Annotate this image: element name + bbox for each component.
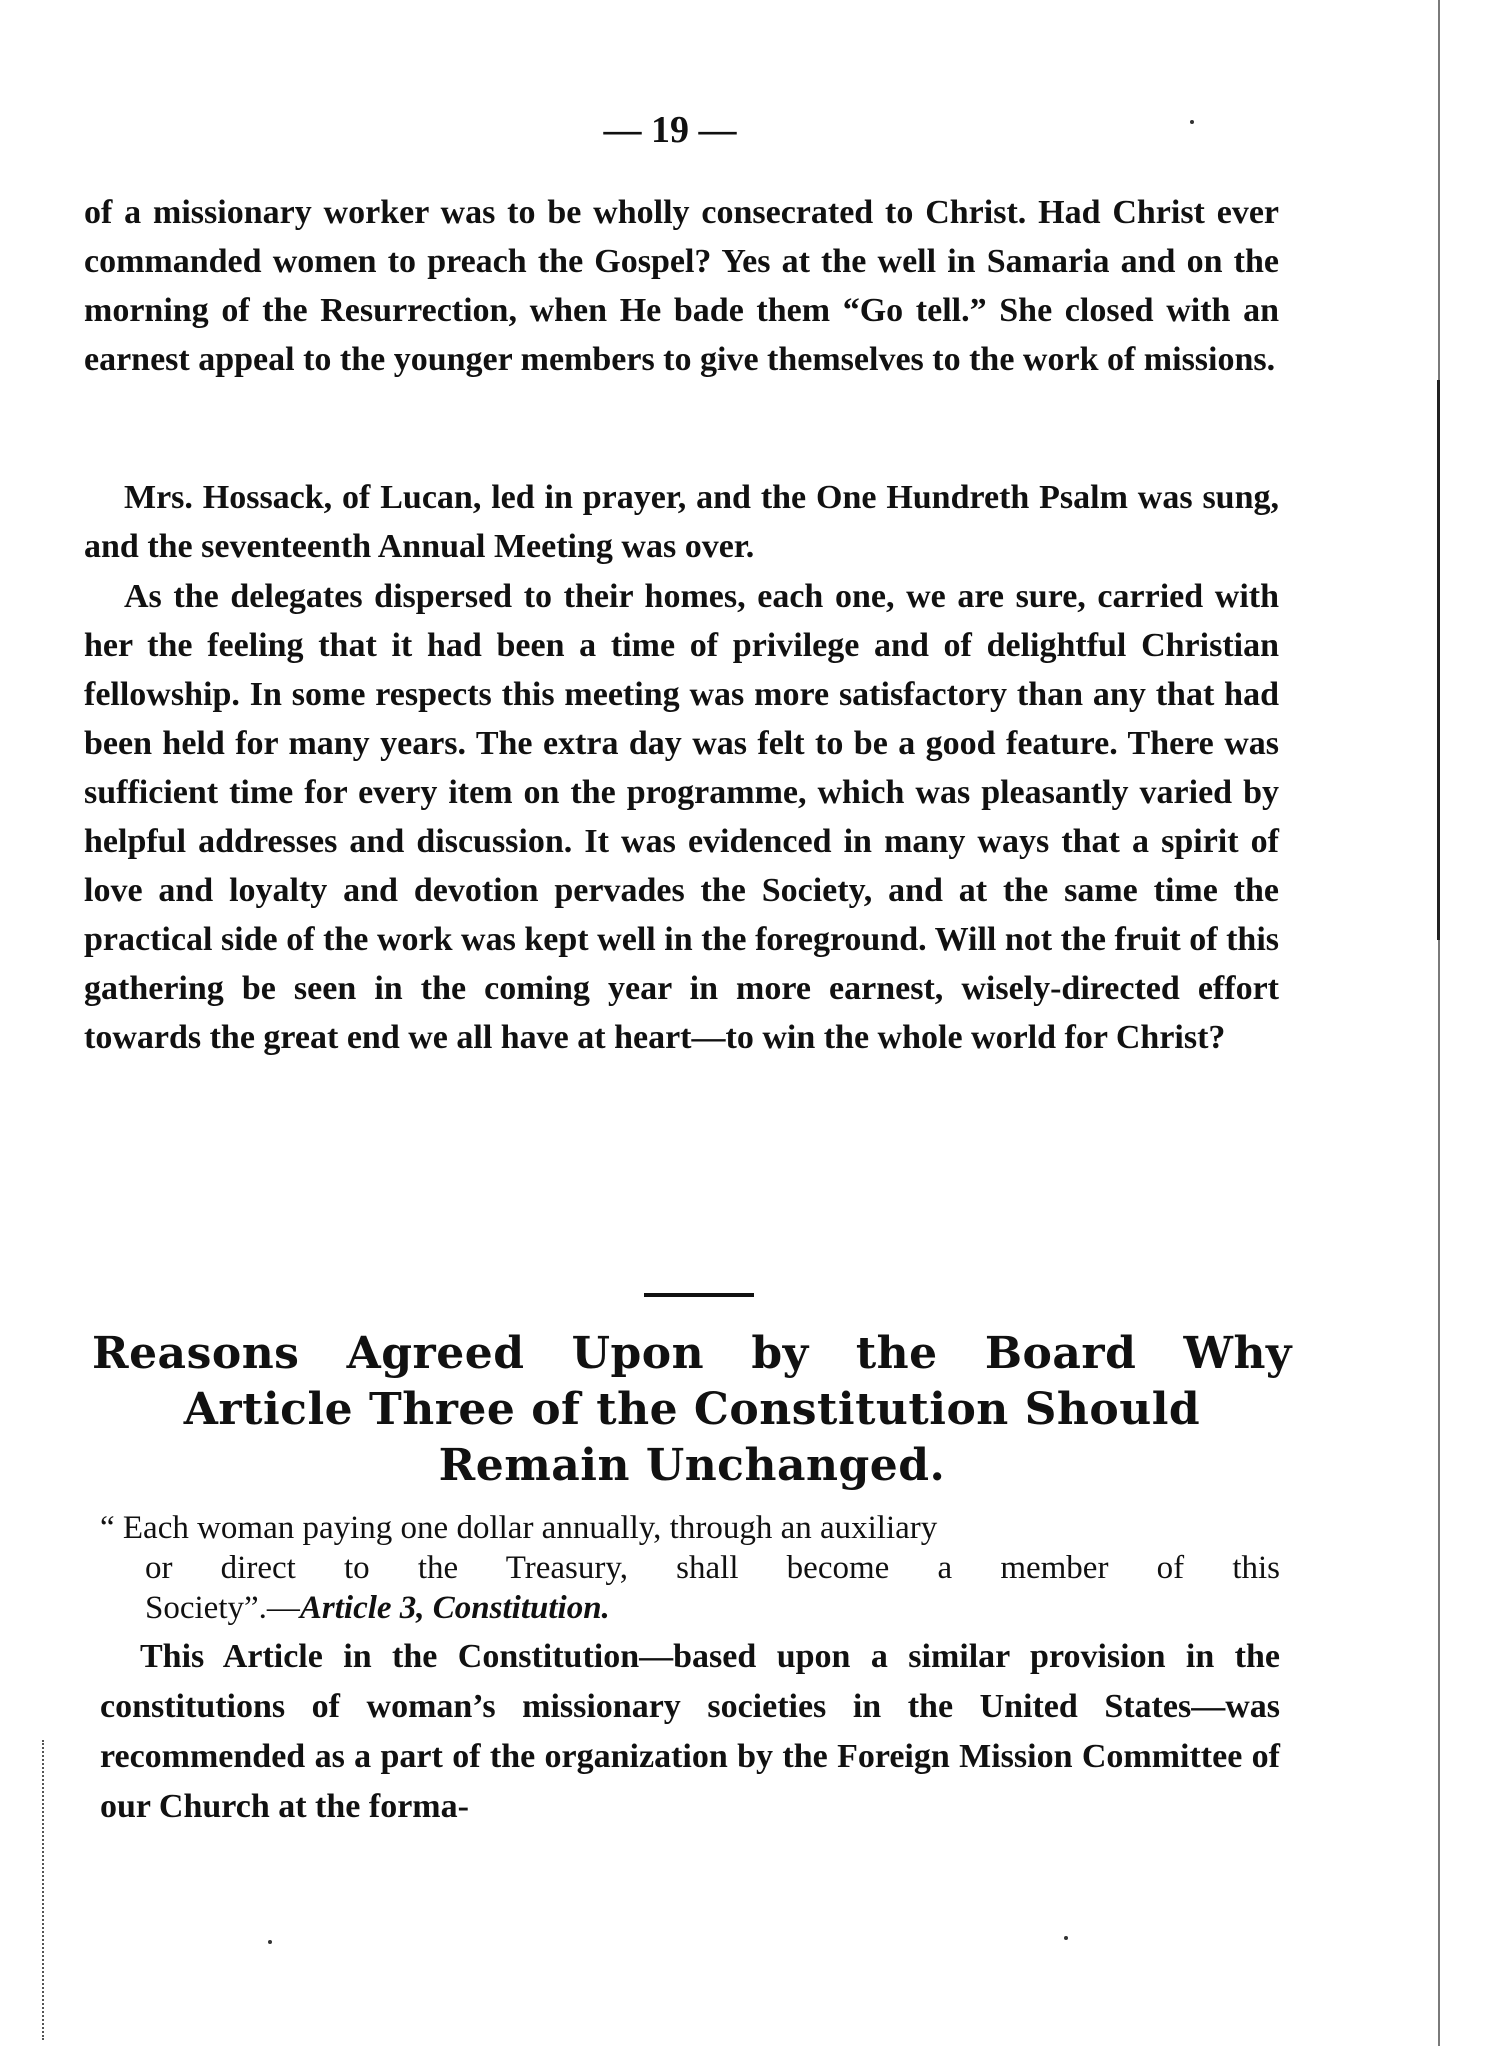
paragraph-article xyxy=(100,1632,1280,1832)
quote-line-1: “ Each woman paying one dollar annually, through an auxiliary xyxy=(100,1510,938,1546)
scan-edge-line-dark xyxy=(1437,380,1440,940)
section-heading xyxy=(92,1326,1292,1494)
quote-citation: Article 3, Constitution. xyxy=(299,1590,610,1626)
quote-line-3-text: Society”.— xyxy=(145,1590,300,1626)
paragraph-3: As the delegates dispersed to their homes, each one, we are sure, carried with her the feeling that it had been a time of privilege and of delightful Christian fellowship. In some respects this meeting was more satisfactory than any that had been held for many years. The extra day was felt to be a good feature. There was sufficient time for every item on the programme, which was pleasantly varied by helpful addresses and discussion. It was evidenced in many ways that a spirit of love and loyalty and devotion pervades the Society, and at the same time the practical side of the work was kept well in the foreground. Will not the fruit of this gathering be seen in the coming year in more earnest, wisely-directed effort towards the great end we all have at heart—to win the whole world for Christ? xyxy=(84,578,1279,1056)
scan-speck xyxy=(1190,120,1194,124)
heading-line-1: Reasons Agreed Upon by the Board Why xyxy=(92,1328,1292,1379)
paragraph-delegates xyxy=(84,572,1279,1062)
scan-left-marks xyxy=(42,1740,44,2040)
scan-speck xyxy=(268,1940,272,1944)
heading-line-2: Article Three of the Constitution Should xyxy=(183,1384,1201,1435)
quote-line-3 xyxy=(100,1588,1280,1628)
section-divider xyxy=(644,1293,754,1297)
scan-speck xyxy=(1064,1936,1068,1940)
paragraph-continued xyxy=(84,188,1279,384)
paragraph-1: of a missionary worker was to be wholly consecrated to Christ. Had Christ ever commanded women to preach the Gospel? Yes at the well in Samaria and on the morning of the Resurrection, when He bade them “Go tell.” She closed with an earnest appeal to the younger members to give themselves to the work of missions. xyxy=(84,194,1279,378)
scan-edge-line xyxy=(1438,0,1440,2046)
quote-line-2: or direct to the Treasury, shall become a member of this xyxy=(145,1550,1280,1586)
constitution-quote xyxy=(100,1508,1280,1628)
page-number: — 19 — xyxy=(603,109,737,151)
heading-line-3: Remain Unchanged. xyxy=(438,1440,946,1491)
paragraph-prayer xyxy=(84,473,1279,571)
paragraph-4: This Article in the Constitution—based upon a similar provision in the constitutions of woman’s missionary societies in the United States—was recommended as a part of the organization by the Foreign Mission Committee of our Church at the forma- xyxy=(100,1638,1280,1825)
paragraph-2: Mrs. Hossack, of Lucan, led in prayer, and the One Hundreth Psalm was sung, and the seventeenth Annual Meeting was over. xyxy=(84,479,1279,565)
